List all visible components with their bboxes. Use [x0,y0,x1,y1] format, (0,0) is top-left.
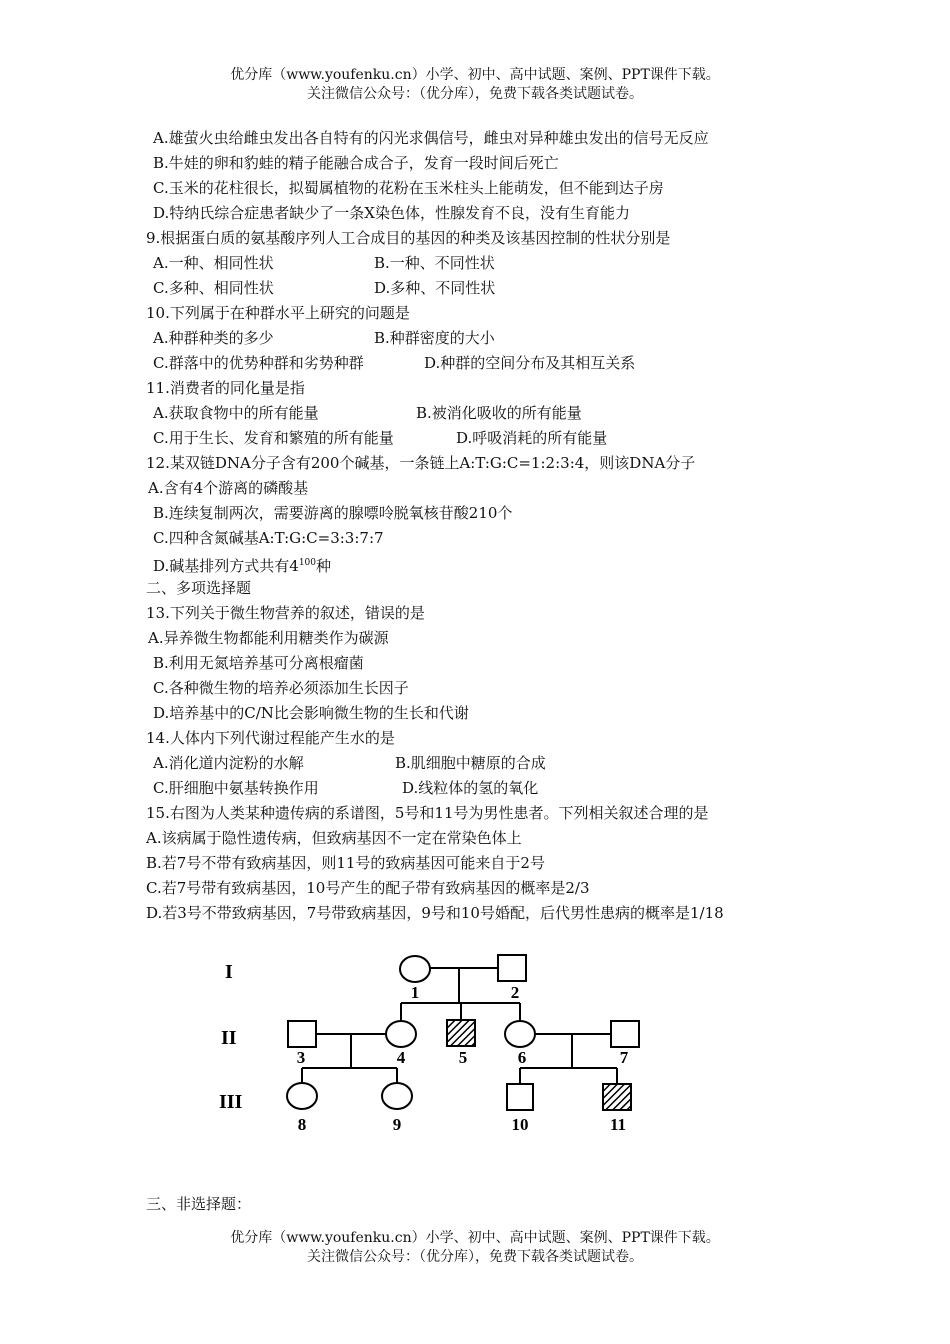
q9-option-b: B.一种、不同性状 [374,254,495,272]
exponent: 100 [298,558,316,568]
generation-label-3: III [219,1091,243,1113]
label-9: 9 [392,1115,402,1134]
q8-option-d: D.特纳氏综合症患者缺少了一条X染色体，性腺发育不良，没有生育能力 [153,204,630,222]
label-2: 2 [510,983,520,1002]
q10-option-b: B.种群密度的大小 [374,329,495,347]
q13-option-a: A.异养微生物都能利用糖类作为碳源 [148,629,389,647]
label-6: 6 [517,1048,527,1067]
q11-stem: 11.消费者的同化量是指 [146,379,305,397]
q12-option-b: B.连续复制两次，需要游离的腺嘌呤脱氧核苷酸210个 [153,504,513,522]
header-line-1: 优分库（www.youfenku.cn）小学、初中、高中试题、案例、PPT课件下载。 [230,67,720,83]
q15-stem: 15.右图为人类某种遗传病的系谱图，5号和11号为男性患者。下列相关叙述合理的是 [146,804,709,822]
individual-6-female [505,1021,535,1047]
label-8: 8 [297,1115,307,1134]
q12-option-a: A.含有4个游离的磷酸基 [148,479,309,497]
label-1: 1 [410,983,420,1002]
q15-option-c: C.若7号带有致病基因，10号产生的配子带有致病基因的概率是2/3 [146,879,590,897]
footer-line-2: 关注微信公众号：（优分库），免费下载各类试题试卷。 [307,1249,643,1265]
q12-stem: 12.某双链DNA分子含有200个碱基，一条链上A:T:G:C=1:2:3:4，则该DNA分子 [146,454,696,472]
q13-option-b: B.利用无氮培养基可分离根瘤菌 [153,654,364,672]
individual-5-affected-male [447,1020,475,1046]
q9-option-a: A.一种、相同性状 [153,254,274,272]
individual-3-male [288,1021,316,1047]
label-7: 7 [619,1048,629,1067]
q14-option-d: D.线粒体的氢的氧化 [402,779,539,797]
q13-option-d: D.培养基中的C/N比会影响微生物的生长和代谢 [153,704,469,722]
q14-option-b: B.肌细胞中糖原的合成 [395,754,546,772]
header-line-2: 关注微信公众号：（优分库），免费下载各类试题试卷。 [307,86,643,102]
q12-option-d: D.碱基排列方式共有$4^{100}$种 [153,557,332,575]
q14-option-c: C.肝细胞中氨基转换作用 [153,779,319,797]
label-11: 11 [609,1115,627,1134]
individual-8-female [287,1083,317,1109]
q11-option-b: B.被消化吸收的所有能量 [416,404,582,422]
q15-option-b: B.若7号不带有致病基因，则11号的致病基因可能来自于2号 [146,854,545,872]
individual-2-male [498,955,526,981]
individual-9-female [382,1083,412,1109]
q14-stem: 14.人体内下列代谢过程能产生水的是 [146,729,395,747]
individual-1-female [400,956,430,982]
q8-option-c: C.玉米的花柱很长，拟蜀属植物的花粉在玉米柱头上能萌发，但不能到达子房 [153,179,664,197]
section-3-title: 三、非选择题： [146,1195,252,1213]
individual-11-affected-male [603,1084,631,1110]
individual-10-male [507,1084,533,1110]
q9-option-d: D.多种、不同性状 [374,279,496,297]
q11-option-d: D.呼吸消耗的所有能量 [456,429,608,447]
q12-option-c: C.四种含氮碱基A:T:G:C=3:3:7:7 [153,529,384,547]
footer-line-1: 优分库（www.youfenku.cn）小学、初中、高中试题、案例、PPT课件下载。 [230,1230,720,1246]
q15-option-d: D.若3号不带致病基因，7号带致病基因，9号和10号婚配，后代男性患病的概率是1/18 [146,904,724,922]
label-5: 5 [458,1048,468,1067]
page-header-top [0,66,950,104]
section-2-title: 二、多项选择题 [146,579,252,597]
generation-label-1: I [225,961,233,983]
q8-option-a: A.雄萤火虫给雌虫发出各自特有的闪光求偶信号，雌虫对异种雄虫发出的信号无反应 [153,129,709,147]
q10-option-d: D.种群的空间分布及其相互关系 [424,354,636,372]
q8-option-b: B.牛娃的卵和豹蛙的精子能融合成合子，发育一段时间后死亡 [153,154,559,172]
q10-stem: 10.下列属于在种群水平上研究的问题是 [146,304,410,322]
q15-option-a: A.该病属于隐性遗传病，但致病基因不一定在常染色体上 [146,829,522,847]
q14-option-a: A.消化道内淀粉的水解 [153,754,304,772]
generation-label-2: II [221,1027,237,1049]
q13-option-c: C.各种微生物的培养必须添加生长因子 [153,679,409,697]
label-3: 3 [296,1048,306,1067]
question-content [146,126,846,926]
individual-7-male [611,1021,639,1047]
label-4: 4 [396,1048,406,1067]
label-10: 10 [511,1115,529,1134]
pedigree-chart [215,948,655,1143]
q9-stem: 9.根据蛋白质的氨基酸序列人工合成目的基因的种类及该基因控制的性状分别是 [146,229,671,247]
q10-option-c: C.群落中的优势种群和劣势种群 [153,354,364,372]
page-footer [0,1229,950,1267]
q10-option-a: A.种群种类的多少 [153,329,274,347]
q13-stem: 13.下列关于微生物营养的叙述，错误的是 [146,604,425,622]
individual-4-female [386,1021,416,1047]
q11-option-c: C.用于生长、发育和繁殖的所有能量 [153,429,394,447]
q9-option-c: C.多种、相同性状 [153,279,274,297]
q11-option-a: A.获取食物中的所有能量 [153,404,319,422]
